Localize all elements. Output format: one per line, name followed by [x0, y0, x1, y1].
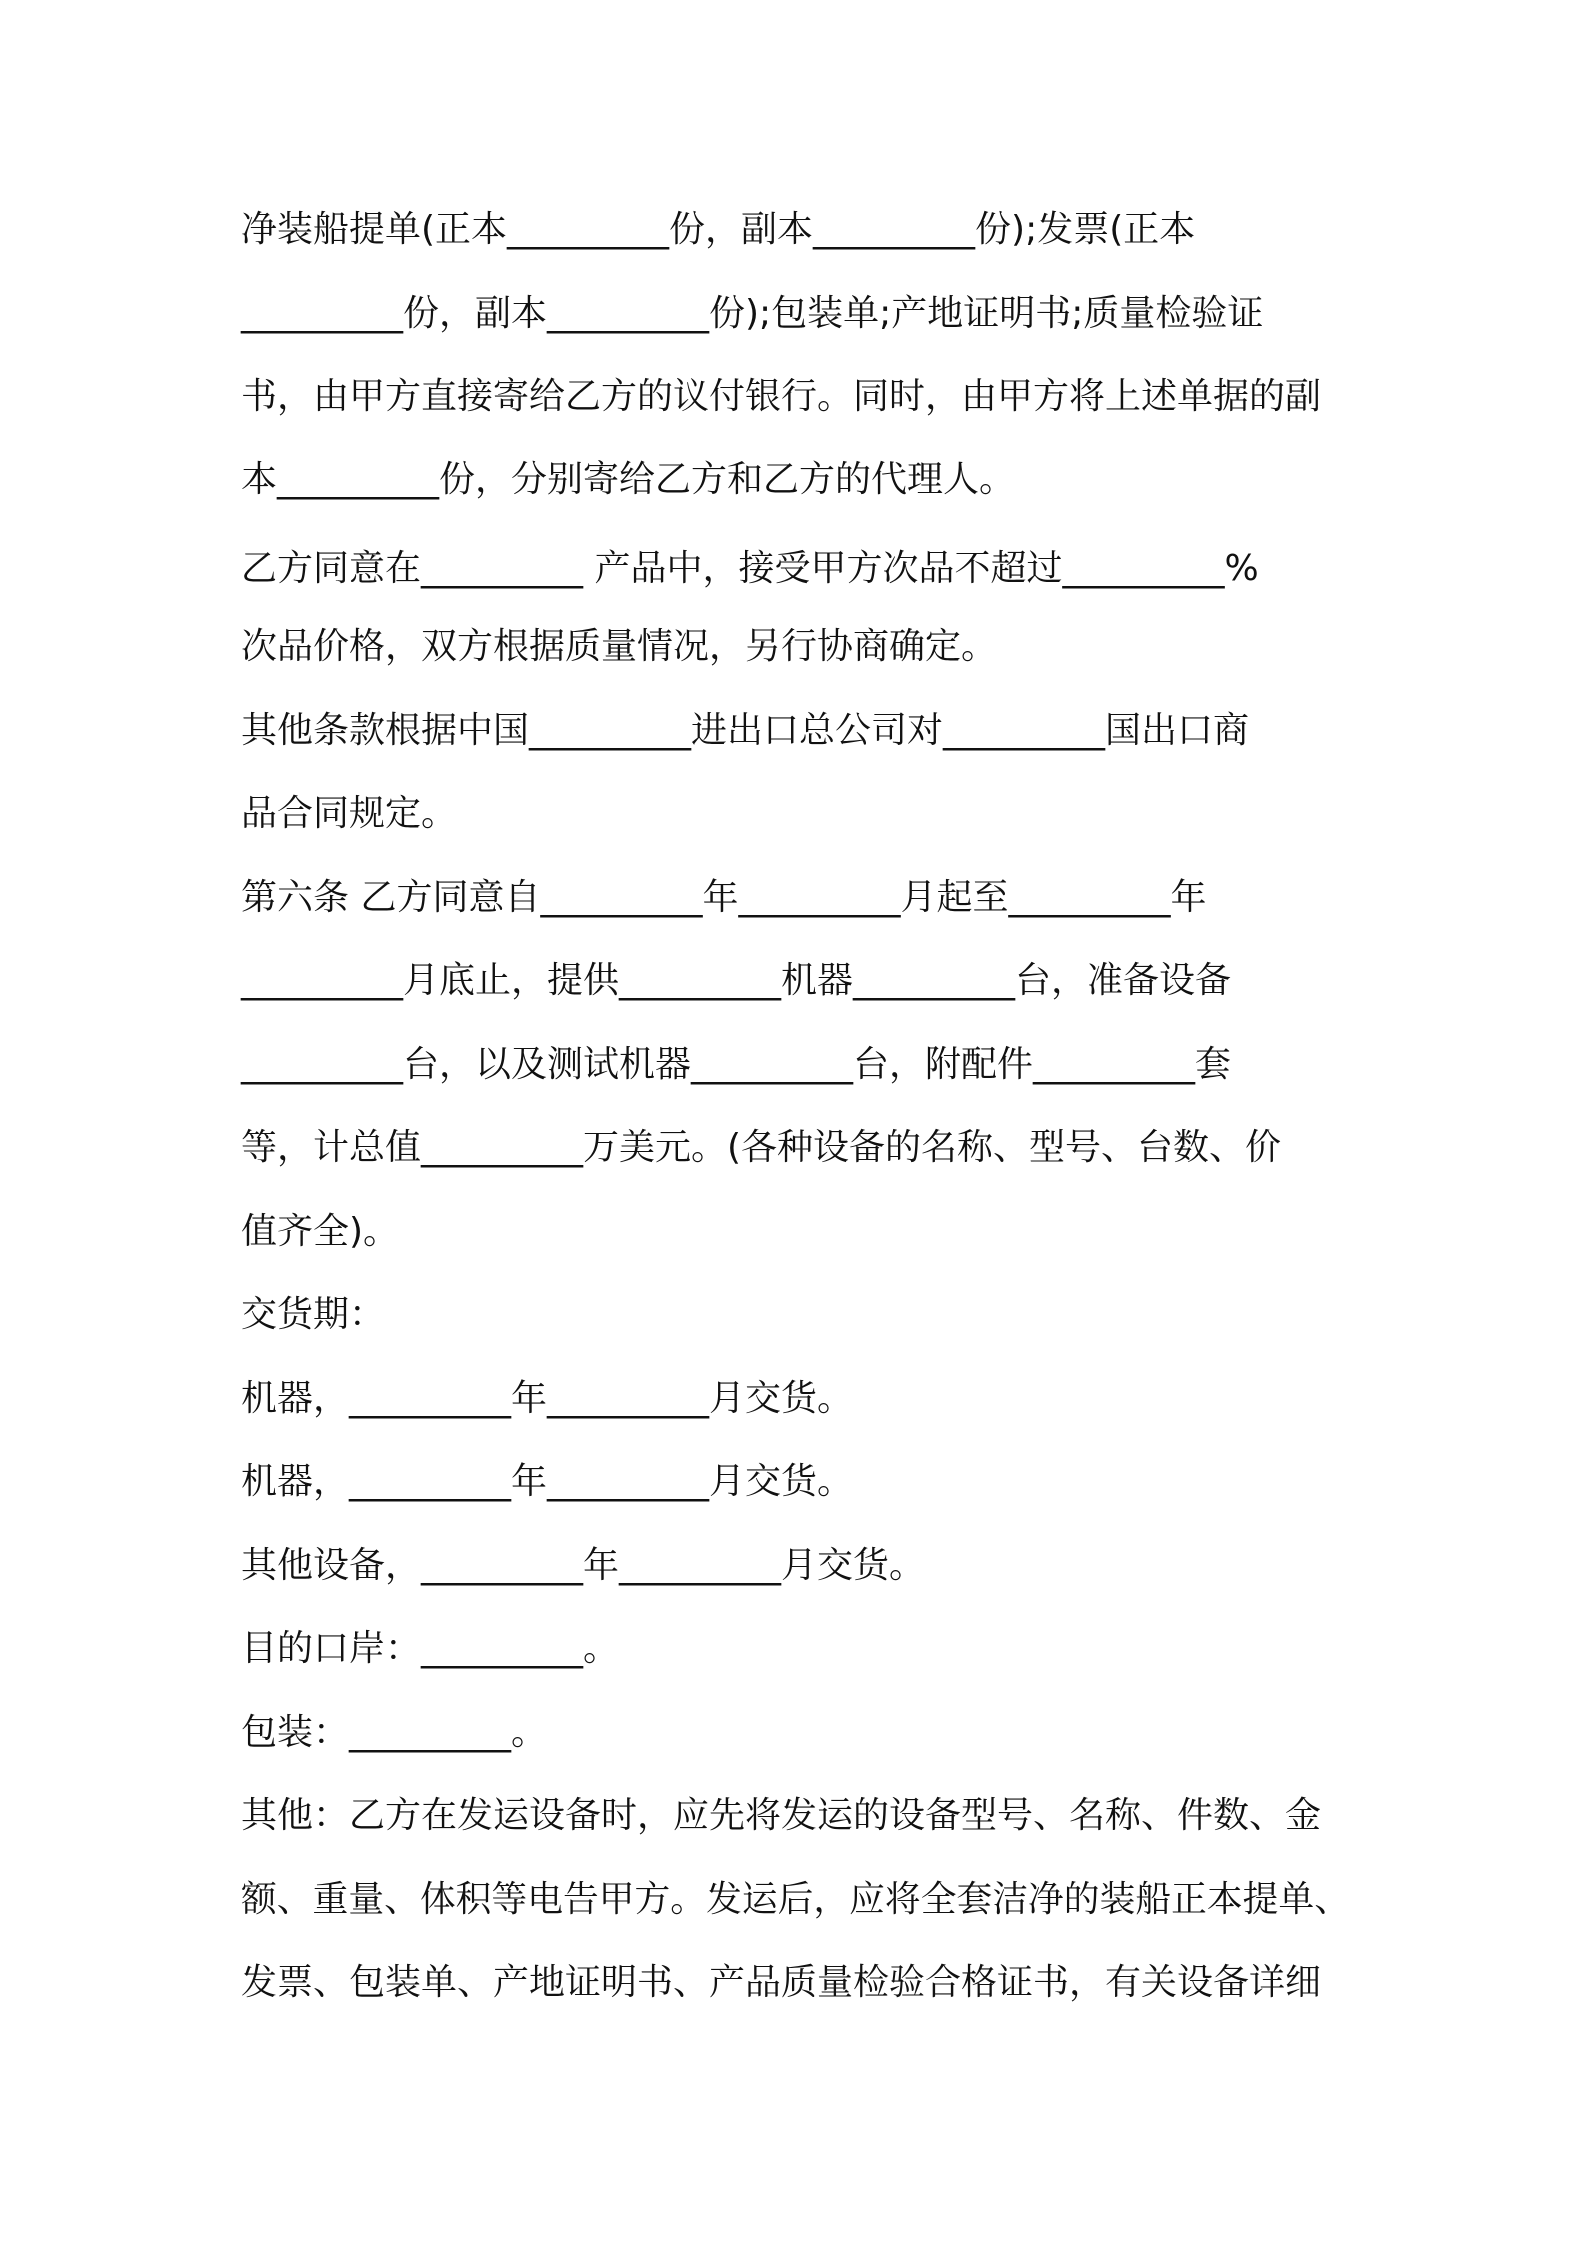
text-line-2: _________份，副本_________份);包装单;产地证明书;质量检验证 — [241, 293, 1264, 334]
text-line-9: 第六条 乙方同意自_________年_________月起至_________年 — [241, 877, 1207, 918]
text-line-19: 包装：_________。 — [241, 1712, 548, 1753]
text-line-15: 机器，_________年_________月交货。 — [241, 1378, 854, 1419]
text-line-14: 交货期： — [241, 1294, 386, 1335]
text-line-13: 值齐全)。 — [241, 1211, 400, 1252]
text-line-11: _________台，以及测试机器_________台，附配件_________套 — [241, 1044, 1232, 1085]
text-line-10: _________月底止，提供_________机器_________台，准备设备 — [241, 960, 1232, 1001]
text-line-21: 额、重量、体积等电告甲方。发运后，应将全套洁净的装船正本提单、 — [241, 1879, 1351, 1920]
text-line-1: 净装船提单(正本_________份，副本_________份);发票(正本 — [241, 209, 1196, 250]
text-line-22: 发票、包装单、产地证明书、产品质量检验合格证书，有关设备详细 — [241, 1962, 1322, 2003]
text-line-20: 其他：乙方在发运设备时，应先将发运的设备型号、名称、件数、金 — [241, 1795, 1322, 1836]
text-line-4: 本_________份，分别寄给乙方和乙方的代理人。 — [241, 459, 1016, 500]
text-line-16: 机器，_________年_________月交货。 — [241, 1461, 854, 1502]
text-line-12: 等，计总值_________万美元。(各种设备的名称、型号、台数、价 — [241, 1127, 1282, 1168]
text-line-6: 次品价格，双方根据质量情况，另行协商确定。 — [241, 626, 998, 667]
text-line-3: 书，由甲方直接寄给乙方的议付银行。同时，由甲方将上述单据的副 — [241, 376, 1322, 417]
text-line-8: 品合同规定。 — [241, 793, 458, 834]
text-line-5: 乙方同意在_________ 产品中，接受甲方次品不超过_________% — [241, 548, 1259, 589]
text-line-17: 其他设备，_________年_________月交货。 — [241, 1545, 926, 1586]
text-line-7: 其他条款根据中国_________进出口总公司对_________国出口商 — [241, 710, 1250, 751]
text-line-18: 目的口岸：_________。 — [241, 1628, 620, 1669]
